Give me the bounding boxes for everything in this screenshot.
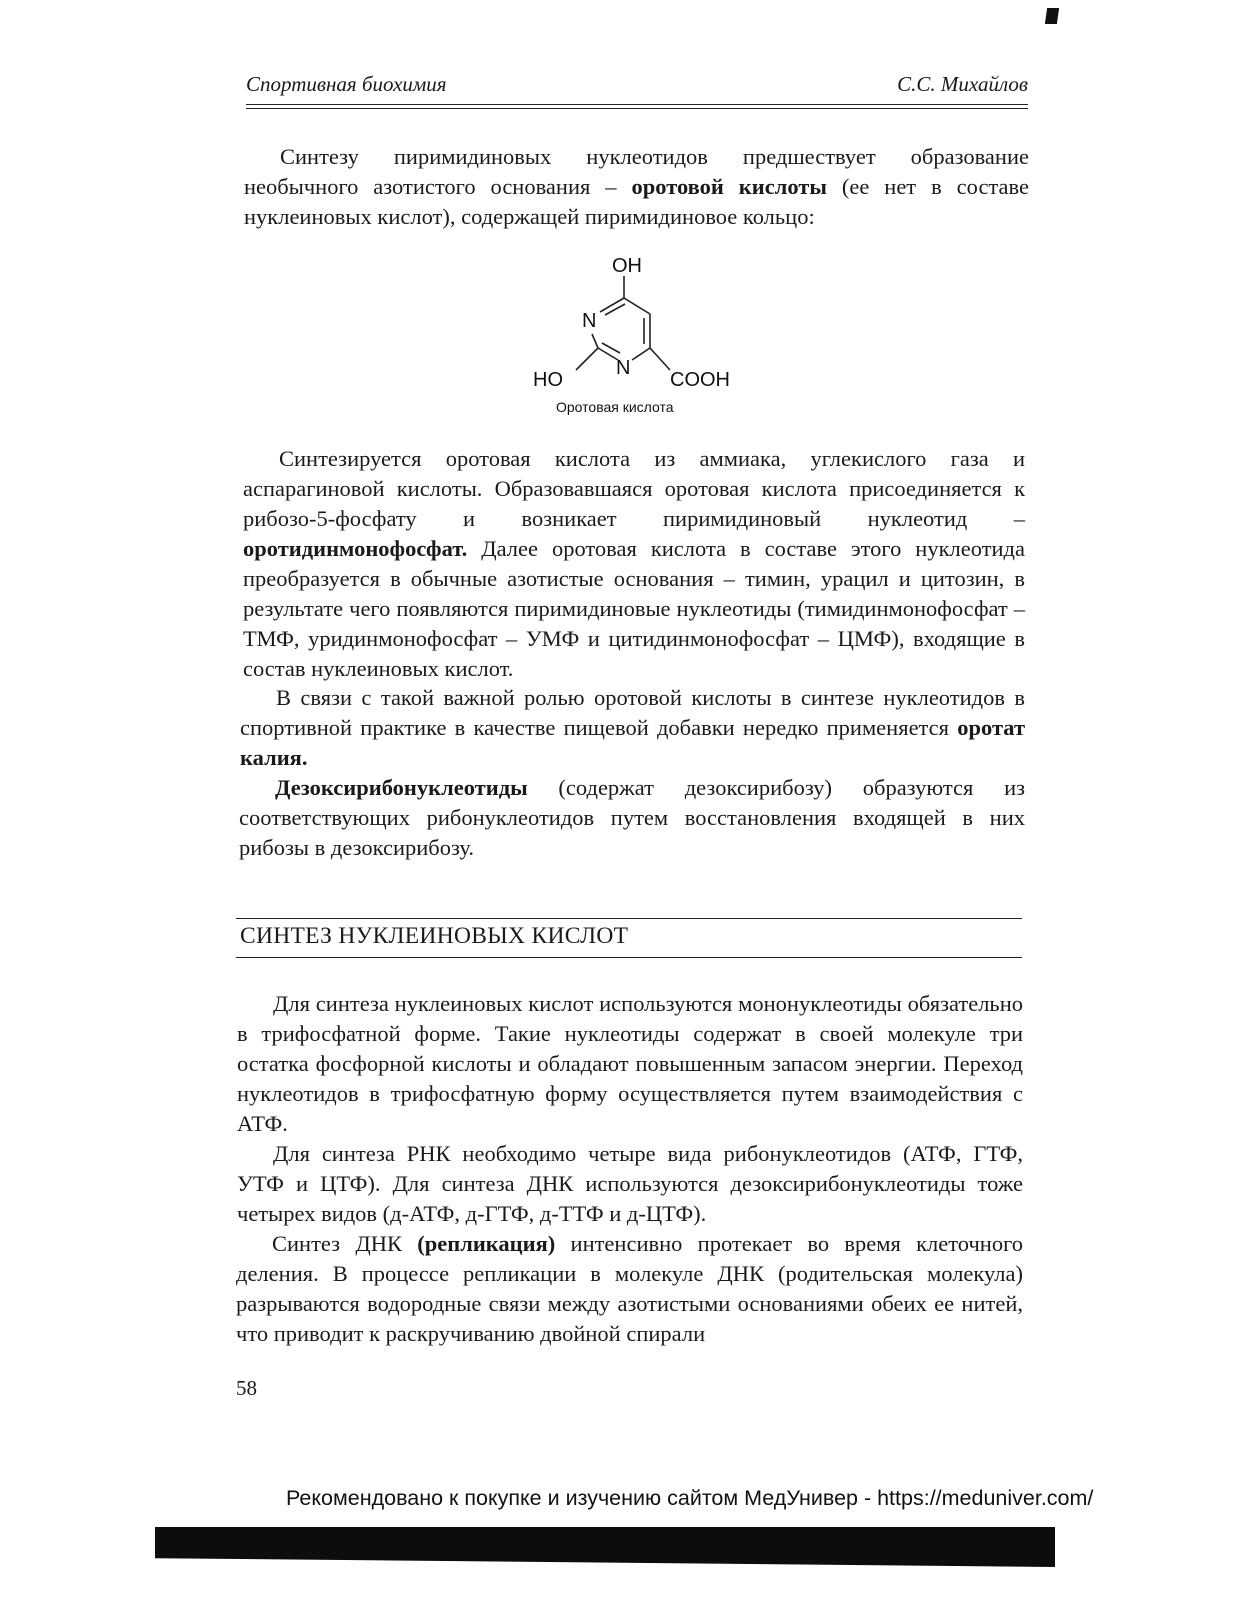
header-rule-top: [246, 104, 1028, 105]
paragraph-deoxyribonucleotides: [239, 773, 1025, 863]
bond-c6-cooh: [650, 348, 670, 370]
bond-n3-c2: [592, 334, 598, 348]
text: Синтез ДНК: [272, 1231, 418, 1256]
text: Синтезируется оротовая кислота из аммиака, углекислого газа и аспарагиновой кислоты. Образовавшаяся оротовая кислота присоединяется к рибозо-5-фосфату и возникает пиримидиновый нуклеотид –: [243, 446, 1025, 531]
label-oh-top: OH: [612, 255, 642, 277]
term-potassium-orotate: оротат калия.: [240, 715, 1025, 770]
book-title: Спортивная биохимия: [246, 72, 447, 96]
label-cooh-right: COOH: [670, 369, 730, 391]
header-rule-bottom: [246, 108, 1028, 109]
bond-c2-oh: [576, 348, 598, 370]
text: Для синтеза РНК необходимо четыре вида рибонуклеотидов (АТФ, ГТФ, УТФ и ЦТФ). Для синтеза ДНК используются дезоксирибонуклеотиды тоже четырех видов (д-АТФ, д-ГТФ, д-ТТФ и д-ЦТФ).: [237, 1141, 1023, 1226]
section-title: СИНТЕЗ НУКЛЕИНОВЫХ КИСЛОТ: [240, 923, 629, 949]
paragraph-orotic-intro: [244, 142, 1029, 232]
bond-c4-c5: [624, 298, 650, 314]
label-ho-left: HO: [533, 369, 563, 391]
text: Синтезу пиримидиновых нуклеотидов предшествует образование необычного азотистого основания –: [244, 144, 1029, 199]
label-n-top: N: [582, 310, 597, 332]
bond-c4-n3-double: [605, 304, 625, 315]
text: интенсивно протекает во время клеточного деления. В процессе репликации в молекуле ДНК (родительская молекула) разрываются водородные связи между азотистыми основаниями обеих ее нитей, что приводит к раскручиванию двойной спирали: [236, 1231, 1023, 1346]
text: (содержат дезоксирибозу) образуются из соответствующих рибонуклеотидов путем восстановления входящей в них рибозы в дезоксирибозу.: [239, 775, 1025, 860]
paragraph-triphosphate-form: [237, 989, 1023, 1139]
text: Для синтеза нуклеиновых кислот используются мононуклеотиды обязательно в трифосфатной форме. Такие нуклеотиды содержат в своей молекуле три остатка фосфорной кислоты и обладают повышенным запасом энергии. Переход нуклеотидов в трифосфатную форму осуществляется путем взаимодействия с АТФ.: [237, 991, 1023, 1136]
orotic-acid-structure: [520, 248, 760, 423]
section-rule-top: [236, 918, 1022, 919]
text: В связи с такой важной ролью оротовой кислоты в синтезе нуклеотидов в спортивной практике в качестве пищевой добавки нередко применяется: [240, 685, 1025, 740]
section-rule-bottom: [236, 957, 1022, 958]
text: Далее оротовая кислота в составе этого нуклеотида преобразуется в обычные азотистые основания – тимин, урацил и цитозин, в результате чего появляются пиримидиновые нуклеотиды (тимидинмонофосфат – ТМФ, уридинмонофосфат – УМФ и цитидинмонофосфат – ЦМФ), входящие в состав нуклеиновых кислот.: [243, 536, 1025, 681]
formula-caption: Оротовая кислота: [556, 399, 674, 415]
paragraph-rna-dna-precursors: [237, 1139, 1023, 1229]
paragraph-potassium-orotate: [240, 683, 1025, 773]
label-n-bottom: N: [616, 357, 631, 379]
bond-c4-n3: [600, 298, 624, 312]
paragraph-replication: [236, 1229, 1023, 1349]
term-orotic-acid: оротовой кислоты: [631, 174, 827, 199]
term-orotidine-monophosphate: оротидинмонофосфат.: [243, 536, 468, 561]
page-number: 58: [236, 1376, 257, 1400]
term-deoxyribonucleotides: Дезоксирибонуклеотиды: [275, 775, 528, 800]
term-replication: (репликация): [417, 1231, 556, 1256]
author-name: С.С. Михайлов: [897, 72, 1028, 96]
bond-c6-n1: [632, 348, 650, 360]
scan-bottom-bar: [155, 1527, 1055, 1567]
paragraph-orotic-synthesis: [243, 444, 1025, 684]
scan-corner-mark: [1045, 8, 1059, 24]
footer-recommendation: Рекомендовано к покупке и изучению сайтом МедУнивер - https://meduniver.com/: [286, 1486, 1094, 1510]
running-header: [246, 72, 1028, 102]
text: (ее нет в составе нуклеиновых кислот), содержащей пиримидиновое кольцо:: [244, 174, 1029, 229]
